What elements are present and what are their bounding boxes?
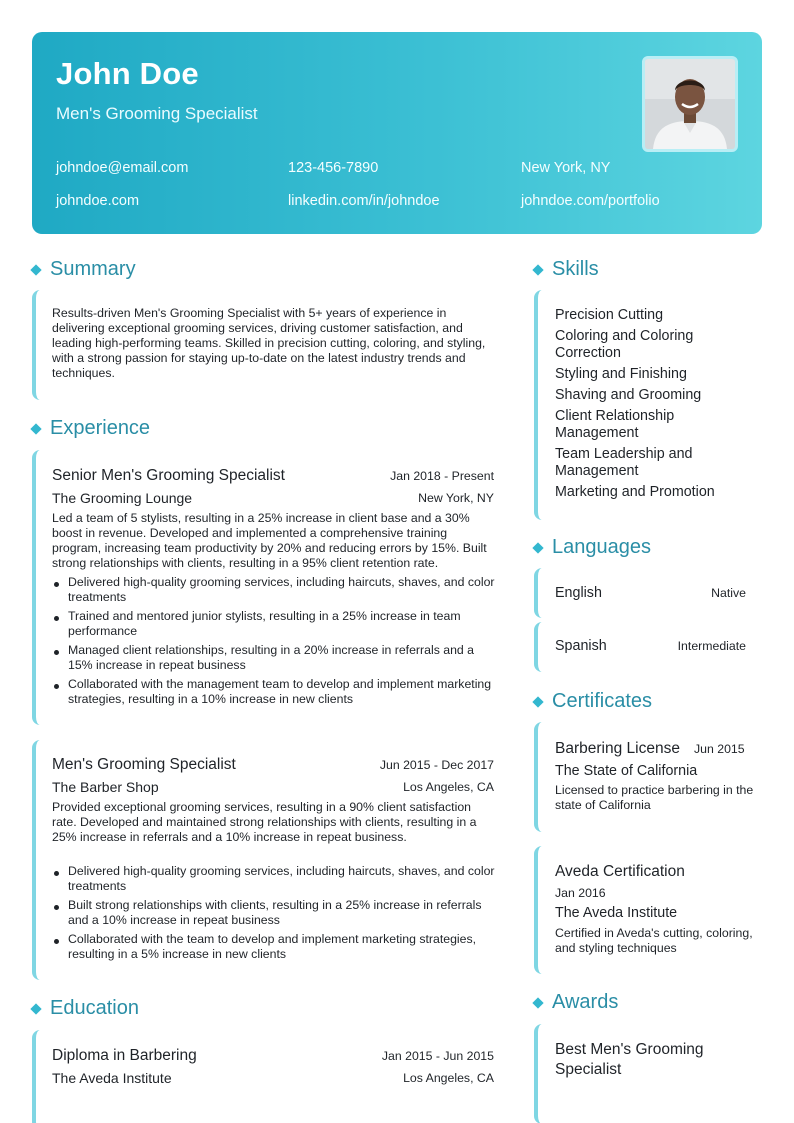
skill-item: Precision Cutting (555, 307, 664, 323)
bullet-item: Built strong relationships with clients, resulting in a 25% increase in referrals and a 10% increase in repeat business (52, 898, 496, 928)
certificate-name: Aveda Certification (555, 863, 685, 880)
phone-number: 123-456-7890 (288, 160, 379, 176)
job-description: Led a team of 5 stylists, resulting in a 25% increase in client base and a 30% boost in revenue. Developed and implemented a comprehensive training program, increasing team productivity by 20% and reducing errors by 15%. Built strong relationships with clients, resulting in a 95% client retention rate. (52, 511, 487, 570)
job-date: Jan 2018 - Present (390, 469, 494, 483)
skill-item: Styling and Finishing (555, 366, 687, 382)
job-bullets (52, 864, 496, 966)
school-name: The Aveda Institute (52, 1070, 172, 1086)
certificates-heading (532, 690, 652, 713)
job-title: Senior Men's Grooming Specialist (52, 467, 285, 484)
experience-heading-text: Experience (50, 417, 151, 439)
skill-item: Team Leadership and Management (555, 446, 693, 479)
skill-item: Shaving and Grooming (555, 387, 702, 403)
diamond-icon (532, 997, 543, 1008)
summary-heading (30, 258, 136, 281)
bullet-item: Collaborated with the team to develop and implement marketing strategies, resulting in a 5% increase in new clients (52, 932, 496, 962)
person-name: John Doe (56, 56, 199, 91)
awards-heading (532, 991, 618, 1014)
job-location: Los Angeles, CA (403, 780, 494, 794)
portfolio-link[interactable]: johndoe.com/portfolio (521, 193, 660, 209)
certificate-issuer: The State of California (555, 763, 698, 779)
experience-heading (30, 417, 150, 440)
certificates-heading-text: Certificates (552, 690, 653, 712)
certificate-date: Jan 2016 (555, 886, 606, 900)
job-title-headline: Men's Grooming Specialist (56, 104, 258, 123)
bullet-item: Collaborated with the management team to develop and implement marketing strategies, resulting in a 10% increase in new clients (52, 677, 496, 707)
school-location: Los Angeles, CA (403, 1071, 494, 1085)
job-title: Men's Grooming Specialist (52, 756, 236, 773)
education-heading-text: Education (50, 997, 139, 1019)
skill-item: Coloring and Coloring Correction (555, 328, 694, 361)
languages-heading (532, 536, 651, 559)
diamond-icon (30, 423, 41, 434)
person-portrait-icon (645, 59, 735, 149)
awards-heading-text: Awards (552, 991, 619, 1013)
bullet-item: Delivered high-quality grooming services, including haircuts, shaves, and color treatments (52, 575, 496, 605)
certificate-date: Jun 2015 (694, 742, 745, 756)
diamond-icon (532, 696, 543, 707)
bullet-item: Delivered high-quality grooming services, including haircuts, shaves, and color treatments (52, 864, 496, 894)
location-text: New York, NY (521, 160, 611, 176)
bullet-item: Managed client relationships, resulting in a 20% increase in referrals and a 15% increase in repeat business (52, 643, 496, 673)
language-name: English (555, 585, 602, 601)
skill-item: Client Relationship Management (555, 408, 675, 441)
award-item: Best Men's Grooming Specialist (555, 1041, 704, 1078)
email-link[interactable]: johndoe@email.com (56, 160, 189, 176)
summary-heading-text: Summary (50, 258, 136, 280)
language-level: Intermediate (677, 639, 746, 653)
diamond-icon (532, 264, 543, 275)
diamond-icon (30, 264, 41, 275)
certificate-description: Licensed to practice barbering in the state of California (555, 783, 754, 812)
job-date: Jun 2015 - Dec 2017 (379, 758, 494, 772)
diamond-icon (532, 542, 543, 553)
profile-photo (642, 56, 738, 152)
diamond-icon (30, 1003, 41, 1014)
certificate-description: Certified in Aveda's cutting, coloring, and styling techniques (555, 926, 753, 955)
job-company: The Barber Shop (52, 779, 159, 795)
job-location: New York, NY (418, 491, 494, 505)
skill-item: Marketing and Promotion (555, 484, 715, 500)
certificate-name: Barbering License (555, 740, 680, 757)
website-link[interactable]: johndoe.com (56, 193, 140, 209)
job-description: Provided exceptional grooming services, resulting in a 90% client satisfaction rate. Developed and maintained strong relationships with clients, resulting in a 25% increase in referrals and a 10% increase in repeat business. (52, 800, 477, 844)
job-company: The Grooming Lounge (52, 490, 193, 506)
job-bullets (52, 575, 496, 711)
degree-title: Diploma in Barbering (52, 1047, 197, 1064)
resume-header (32, 32, 762, 234)
bullet-item: Trained and mentored junior stylists, resulting in a 25% increase in team performance (52, 609, 496, 639)
language-level: Native (711, 586, 746, 600)
education-date: Jan 2015 - Jun 2015 (381, 1049, 494, 1063)
languages-heading-text: Languages (552, 536, 651, 558)
linkedin-link[interactable]: linkedin.com/in/johndoe (288, 193, 440, 209)
skills-heading (532, 258, 599, 281)
education-heading (30, 997, 139, 1020)
summary-text: Results-driven Men's Grooming Specialist with 5+ years of experience in delivering exceptional grooming services, driving customer satisfaction, and leading high-performing teams. Skilled in precision cutting, coloring, and styling, with a strong passion for staying up-to-date on the latest industry trends and techniques. (52, 306, 486, 380)
skills-list (555, 307, 745, 505)
language-name: Spanish (555, 638, 607, 654)
certificate-issuer: The Aveda Institute (555, 905, 678, 921)
skills-heading-text: Skills (552, 258, 599, 280)
